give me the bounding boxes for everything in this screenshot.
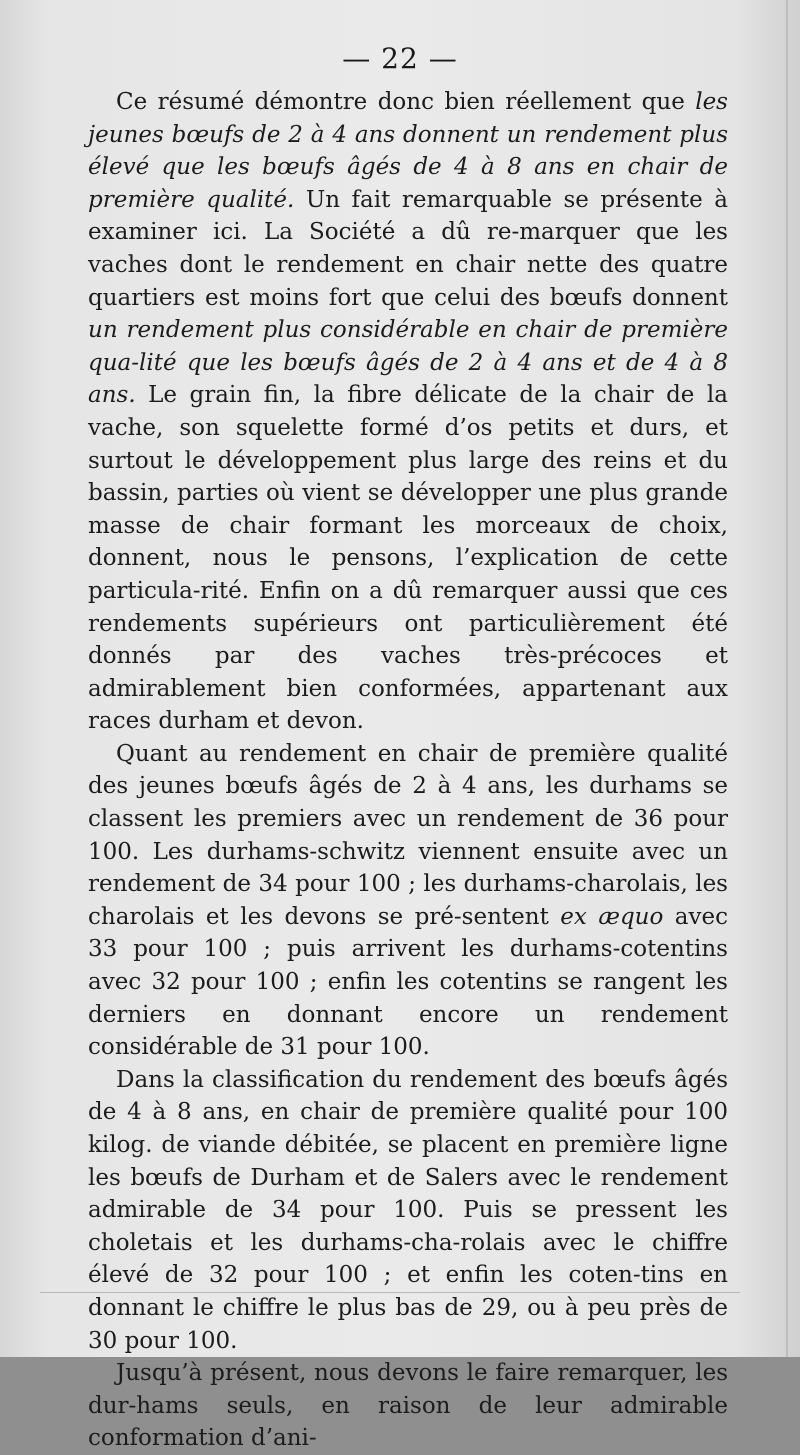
page-number: — 22 —	[342, 42, 458, 75]
italic-segment: un rendement plus considérable en chair de première qua-lité que les bœufs âgés de 2 à 4 ans et de 4 à 8 ans.	[88, 317, 728, 409]
text-segment: Jusqu’à présent, nous devons le faire remarquer, les dur-hams seuls, en raison de leur admirable conformation d’ani-	[88, 1360, 728, 1452]
text-segment: Un fait remarquable se présente à examiner ici. La Société a dû re-marquer que les vaches dont le rendement en chair nette des quatre quartiers est moins fort que celui des bœufs donnent	[88, 186, 728, 311]
paragraph-3	[88, 1064, 728, 1357]
paragraph-1	[88, 86, 728, 738]
text-segment: Dans la classification du rendement des bœufs âgés de 4 à 8 ans, en chair de première qualité pour 100 kilog. de viande débitée, se placent en première ligne les bœufs de Durham et de Salers avec le rendement admirable de 34 pour 100. Puis se pressent les choletais et les durhams-cha-rolais avec le chiffre élevé de 32 pour 100 ; et enfin les coten-tins en donnant le chiffre le plus bas de 29, ou à peu près de 30 pour 100.	[88, 1066, 728, 1354]
italic-segment: ex æquo	[560, 903, 664, 930]
paragraph-2	[88, 738, 728, 1064]
page-bottom-rule	[40, 1292, 740, 1293]
italic-segment: les jeunes bœufs de 2 à 4 ans donnent un rendement plus élevé que les bœufs âgés de 4 à 8 ans en chair de première qualité.	[88, 89, 728, 213]
body-text	[88, 86, 728, 1455]
text-segment: Le grain fin, la fibre délicate de la chair de la vache, son squelette formé d’os petits et durs, et surtout le développement plus large des reins et du bassin, parties où vient se développer une plus grande masse de chair formant les morceaux de choix, donnent, nous le pensons, l’explication de cette particula-rité. Enfin on a dû remarquer aussi que ces rendements supérieurs ont particulièrement été donnés par des vaches très-précoces et admirablement bien conformées, appartenant aux races durham et devon.	[88, 382, 728, 735]
text-segment: avec 33 pour 100 ; puis arrivent les durhams-cotentins avec 32 pour 100 ; enfin les cotentins se rangent les derniers en donnant encore un rendement considérable de 31 pour 100.	[88, 903, 728, 1061]
paragraph-4	[88, 1357, 728, 1455]
text-segment: Ce résumé démontre donc bien réellement que	[116, 89, 696, 115]
page-edge-line	[786, 0, 788, 1357]
text-segment: Quant au rendement en chair de première qualité des jeunes bœufs âgés de 2 à 4 ans, les durhams se classent les premiers avec un rendement de 36 pour 100. Les durhams-schwitz viennent ensuite avec un rendement de 34 pour 100 ; les durhams-charolais, les charolais et les devons se pré-sentent	[88, 740, 728, 930]
